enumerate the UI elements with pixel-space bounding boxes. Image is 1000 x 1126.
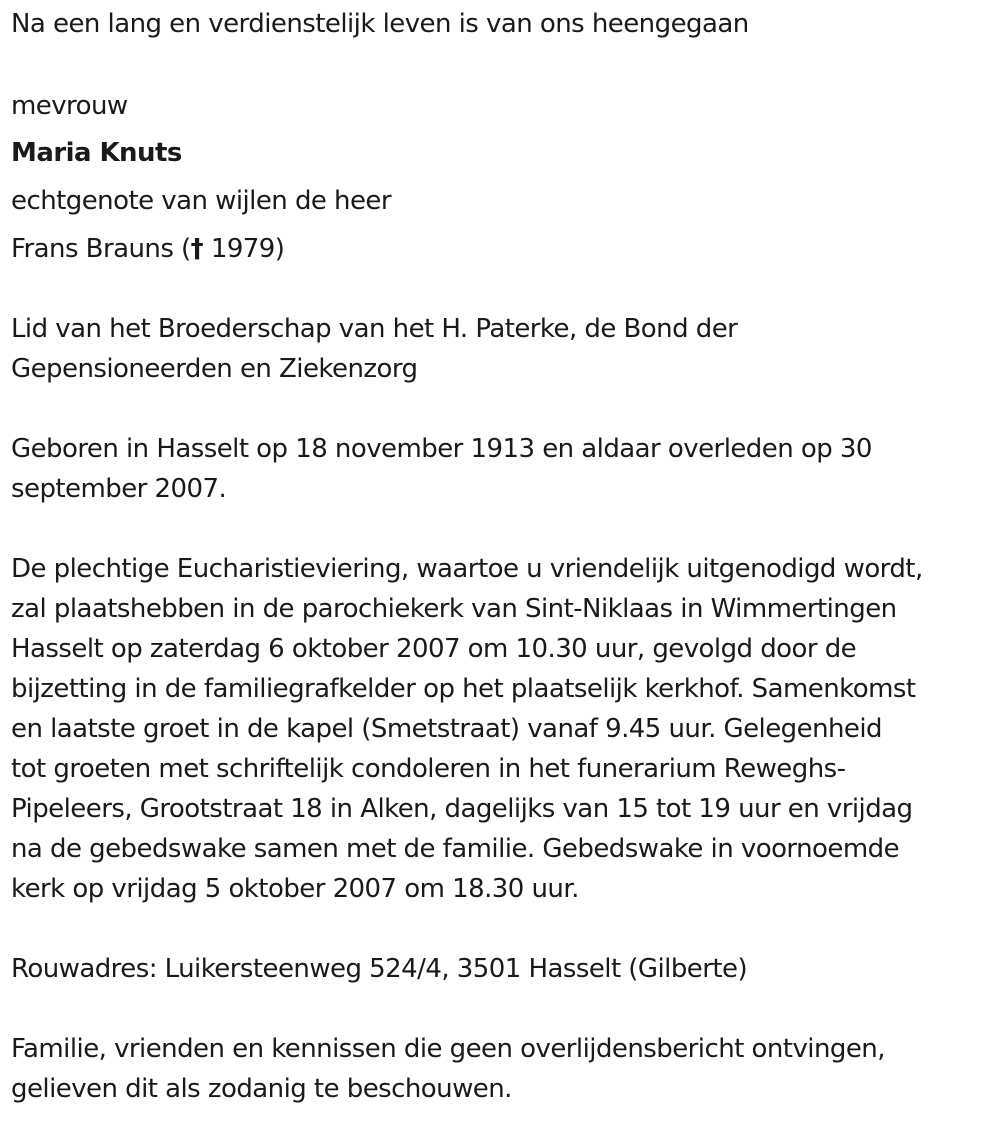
paragraph-line: september 2007. xyxy=(11,474,227,504)
paragraph-line: Familie, vrienden en kennissen die geen overlijdensbericht ontvingen, xyxy=(11,1034,885,1064)
paragraph-line: Geboren in Hasselt op 18 november 1913 en aldaar overleden op 30 xyxy=(11,434,872,464)
paragraph-line: bijzetting in de familiegrafkelder op het plaatselijk kerkhof. Samenkomst xyxy=(11,674,916,704)
paragraph-line: Gepensioneerden en Ziekenzorg xyxy=(11,354,418,384)
ceremony-paragraph xyxy=(11,549,996,909)
paragraph-line: Lid van het Broederschap van het H. Paterke, de Bond der xyxy=(11,314,738,344)
intro-text: Na een lang en verdienstelijk leven is van ons heengegaan xyxy=(11,9,749,39)
paragraph-line: zal plaatshebben in de parochiekerk van Sint-Niklaas in Wimmertingen xyxy=(11,594,897,624)
paragraph-line: Pipeleers, Grootstraat 18 in Alken, dagelijks van 15 tot 19 uur en vrijdag xyxy=(11,794,913,824)
paragraph-line: De plechtige Eucharistieviering, waartoe u vriendelijk uitgenodigd wordt, xyxy=(11,554,923,584)
paragraph-line: na de gebedswake samen met de familie. Gebedswake in voornoemde xyxy=(11,834,900,864)
paragraph-line: en laatste groet in de kapel (Smetstraat) vanaf 9.45 uur. Gelegenheid xyxy=(11,714,883,744)
membership-paragraph xyxy=(11,309,996,389)
mourning-address: Rouwadres: Luikersteenweg 524/4, 3501 Hasselt (Gilberte) xyxy=(11,954,748,984)
paragraph-line: kerk op vrijdag 5 oktober 2007 om 18.30 uur. xyxy=(11,874,579,904)
spouse-line xyxy=(11,229,284,269)
spouse-death-year: 1979) xyxy=(203,234,285,264)
title-prefix: mevrouw xyxy=(11,91,128,121)
spouse-name: Frans Brauns ( xyxy=(11,234,191,264)
paragraph-line: gelieven dit als zodanig te beschouwen. xyxy=(11,1074,512,1104)
birth-death-paragraph xyxy=(11,429,996,509)
spouse-relation: echtgenote van wijlen de heer xyxy=(11,186,392,216)
cross-icon: † xyxy=(190,234,204,264)
closing-paragraph xyxy=(11,1029,996,1109)
paragraph-line: tot groeten met schriftelijk condoleren in het funerarium Reweghs- xyxy=(11,754,846,784)
paragraph-line: Hasselt op zaterdag 6 oktober 2007 om 10.30 uur, gevolgd door de xyxy=(11,634,857,664)
deceased-name: Maria Knuts xyxy=(11,138,182,168)
